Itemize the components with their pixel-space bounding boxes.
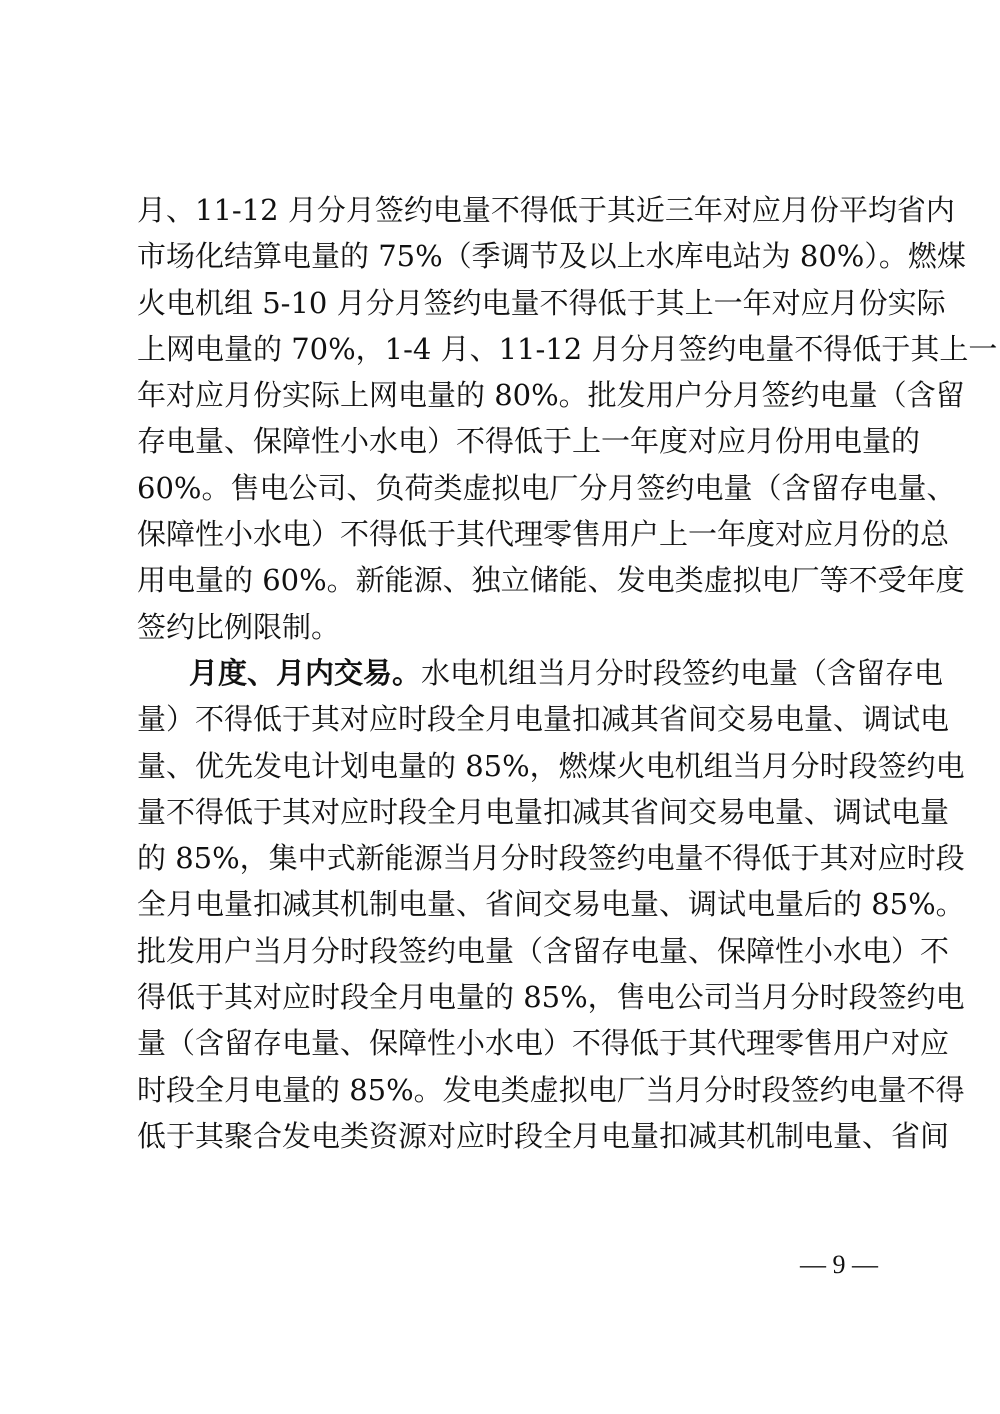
text-line: 低于其聚合发电类资源对应时段全月电量扣减其机制电量、省间 <box>137 1118 950 1153</box>
paragraph-heading: 月度、月内交易。 <box>189 655 422 690</box>
text-line: 得低于其对应时段全月电量的 85%，售电公司当月分时段签约电 <box>137 980 965 1015</box>
text-line: 的 85%，集中式新能源当月分时段签约电量不得低于其对应时段 <box>137 841 965 876</box>
text-span: 水电机组当月分时段签约电量（含留存电 <box>421 655 944 690</box>
text-line: 用电量的 60%。新能源、独立储能、发电类虚拟电厂等不受年度 <box>137 563 965 598</box>
text-line: 月、11-12 月分月签约电量不得低于其近三年对应月份平均省内 <box>137 193 955 227</box>
text-line: 量、优先发电计划电量的 85%，燃煤火电机组当月分时段签约电 <box>137 748 965 783</box>
text-line: 量不得低于其对应时段全月电量扣减其省间交易电量、调试电量 <box>137 794 950 829</box>
text-line: 60%。售电公司、负荷类虚拟电厂分月签约电量（含留存电量、 <box>137 470 956 505</box>
text-line: 签约比例限制。 <box>137 609 341 644</box>
paragraph-monthly-trading <box>137 650 965 1159</box>
text-line: 时段全月电量的 85%。发电类虚拟电厂当月分时段签约电量不得 <box>137 1072 965 1107</box>
text-line: 火电机组 5-10 月分月签约电量不得低于其上一年对应月份实际 <box>137 285 946 320</box>
text-line <box>137 650 944 696</box>
text-line: 上网电量的 70%，1-4 月、11-12 月分月签约电量不得低于其上一 <box>137 331 998 366</box>
text-line: 全月电量扣减其机制电量、省间交易电量、调试电量后的 85%。 <box>137 887 965 922</box>
text-line: 保障性小水电）不得低于其代理零售用户上一年度对应月份的总 <box>137 517 950 552</box>
page-number: — 9 — <box>800 1250 878 1279</box>
text-line: 量（含留存电量、保障性小水电）不得低于其代理零售用户对应 <box>137 1026 950 1061</box>
text-line: 市场化结算电量的 75%（季调节及以上水库电站为 80%）。燃煤 <box>137 239 966 274</box>
document-body <box>137 187 998 1159</box>
text-line: 年对应月份实际上网电量的 80%。批发用户分月签约电量（含留 <box>137 378 965 413</box>
text-line: 存电量、保障性小水电）不得低于上一年度对应月份用电量的 <box>137 424 921 459</box>
text-line: 批发用户当月分时段签约电量（含留存电量、保障性小水电）不 <box>137 933 950 968</box>
text-line: 量）不得低于其对应时段全月电量扣减其省间交易电量、调试电 <box>137 702 950 737</box>
paragraph-annual-ratio <box>137 187 998 650</box>
